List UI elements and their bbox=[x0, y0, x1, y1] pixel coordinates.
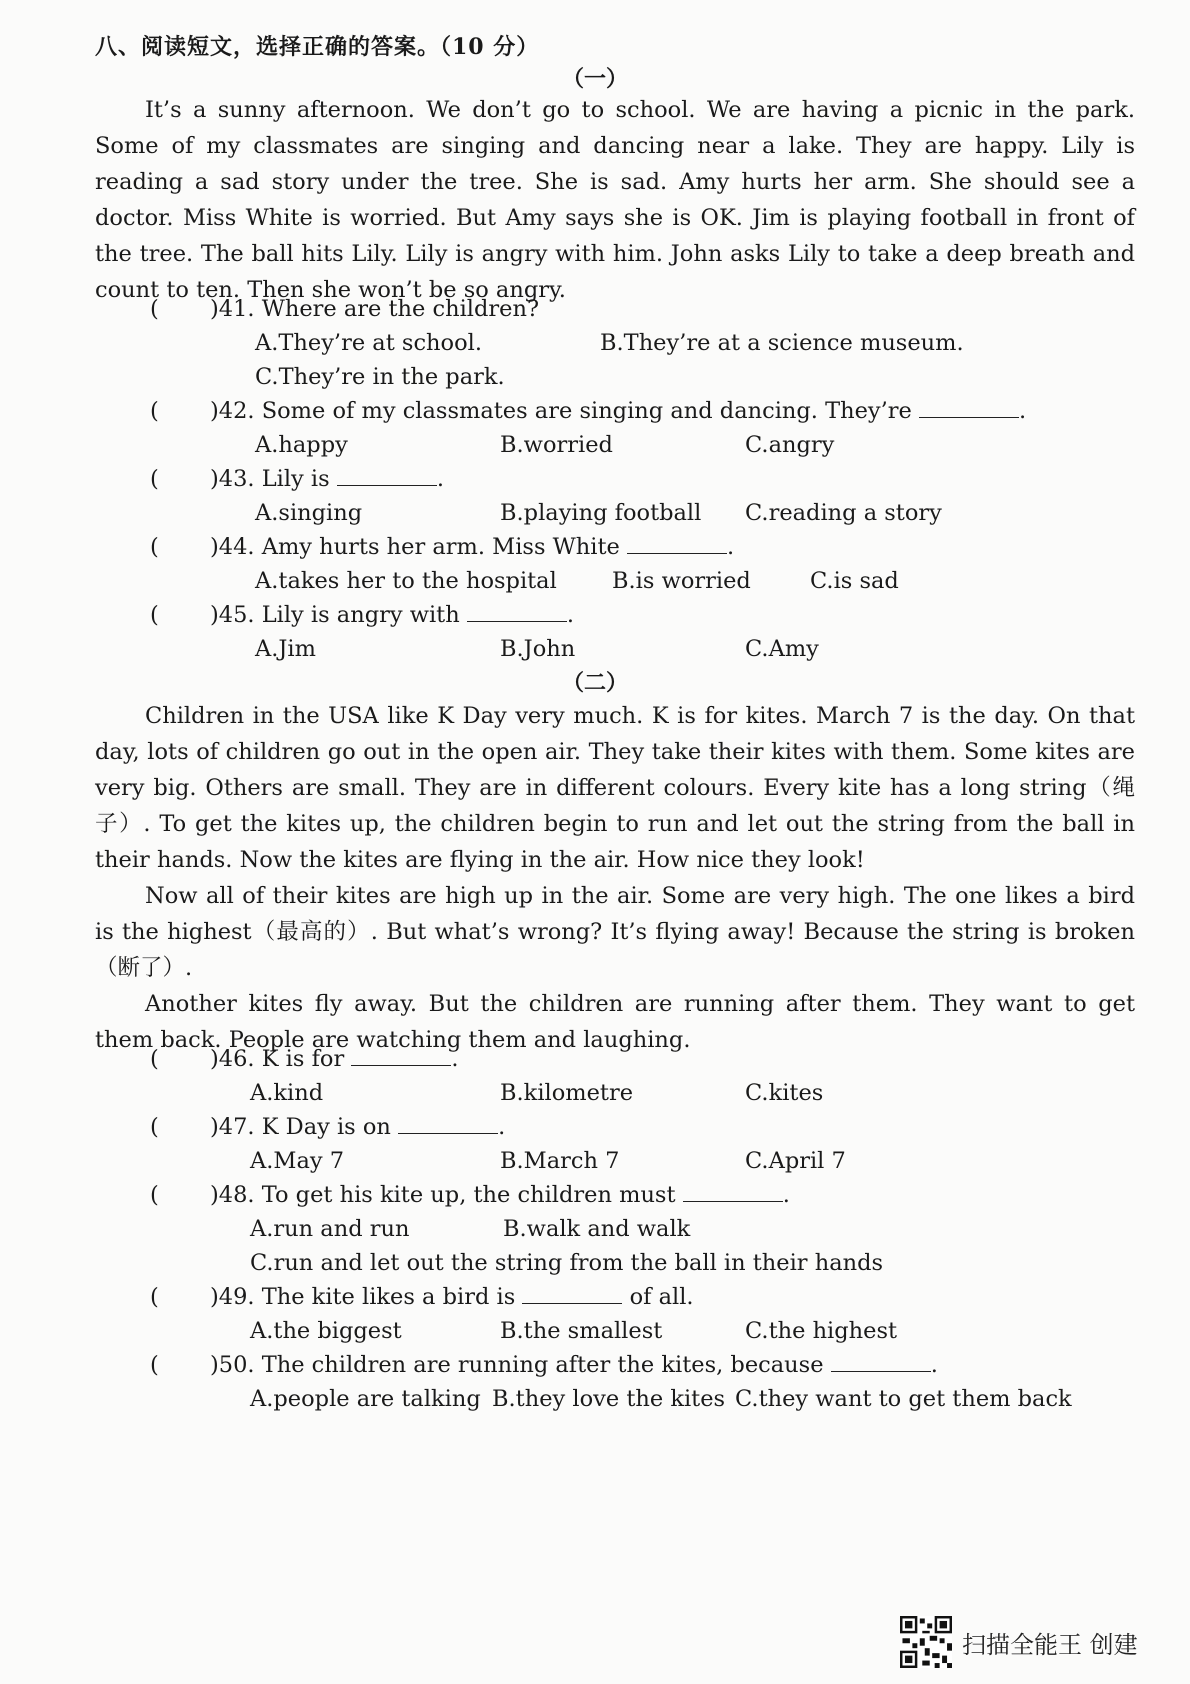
question-text: )46. K is for bbox=[210, 1046, 345, 1072]
answer-paren[interactable]: ( bbox=[150, 466, 159, 492]
option-a[interactable]: A.singing bbox=[255, 500, 363, 526]
part1-passage bbox=[95, 92, 1135, 308]
option-b[interactable]: B.the smallest bbox=[500, 1318, 663, 1344]
question-text: )44. Amy hurts her arm. Miss White bbox=[210, 534, 620, 560]
question-end: . bbox=[1019, 398, 1027, 424]
option-c[interactable]: C.kites bbox=[745, 1080, 824, 1106]
option-b[interactable]: B.they love the kites bbox=[492, 1386, 726, 1412]
option-a[interactable]: A.the biggest bbox=[250, 1318, 402, 1344]
option-c[interactable]: C.April 7 bbox=[745, 1148, 846, 1174]
question-text: )45. Lily is angry with bbox=[210, 602, 460, 628]
option-b[interactable]: B.John bbox=[500, 636, 576, 662]
question-end: . bbox=[782, 1182, 790, 1208]
option-b[interactable]: B.worried bbox=[500, 432, 613, 458]
part2-paragraph-1: Children in the USA like K Day very much. K is for kites. March 7 is the day. On that day, lots of children go out in the open air. They take their kites with them. Some kites are very big. Others are small. They are in different colours. Every kite has a long string（绳子）. To get the kites up, the children begin to run and let out the string from the ball in their hands. Now the kites are flying in the air. How nice they look! bbox=[95, 703, 1135, 873]
option-c[interactable]: C.they want to get them back bbox=[735, 1386, 1072, 1412]
question-text: )43. Lily is bbox=[210, 466, 330, 492]
question-text: )50. The children are running after the kites, because bbox=[210, 1352, 824, 1378]
option-a[interactable]: A.people are talking bbox=[250, 1386, 481, 1412]
option-c[interactable]: C.run and let out the string from the ball in their hands bbox=[250, 1250, 884, 1276]
part2-paragraph-2: Now all of their kites are high up in the air. Some are very high. The one likes a bird is the highest（最高的）. But what’s wrong? It’s flying away! Because the string is broken（断了）. bbox=[95, 883, 1135, 981]
part1-paragraph: It’s a sunny afternoon. We don’t go to school. We are having a picnic in the park. Some of my classmates are singing and dancing near a lake. They are happy. Lily is reading a sad story under the tree. She is sad. Amy hurts her arm. She should see a doctor. Miss White is worried. But Amy says she is OK. Jim is playing football in front of the tree. The ball hits Lily. Lily is angry with him. John asks Lily to take a deep breath and count to ten. Then she won’t be so angry. bbox=[95, 97, 1135, 303]
option-a[interactable]: A.May 7 bbox=[250, 1148, 345, 1174]
option-a[interactable]: A.They’re at school. bbox=[255, 330, 482, 356]
option-c[interactable]: C.reading a story bbox=[745, 500, 942, 526]
option-b[interactable]: B.kilometre bbox=[500, 1080, 634, 1106]
question-end: . bbox=[566, 602, 575, 628]
answer-paren[interactable]: ( bbox=[150, 1352, 159, 1378]
question-end: . bbox=[451, 1046, 459, 1072]
option-a[interactable]: A.run and run bbox=[250, 1216, 410, 1242]
question-text: )42. Some of my classmates are singing and dancing. They’re bbox=[210, 398, 912, 424]
question-text: )41. Where are the children? bbox=[210, 296, 540, 322]
question-end: . bbox=[726, 534, 735, 560]
option-c[interactable]: C.is sad bbox=[810, 568, 899, 594]
question-text: )48. To get his kite up, the children must bbox=[210, 1182, 676, 1208]
option-a[interactable]: A.kind bbox=[250, 1080, 324, 1106]
option-b[interactable]: B.walk and walk bbox=[503, 1216, 691, 1242]
answer-blank[interactable] bbox=[919, 395, 1019, 418]
answer-blank[interactable] bbox=[522, 1281, 622, 1304]
answer-paren[interactable]: ( bbox=[150, 296, 159, 322]
option-c[interactable]: C.the highest bbox=[745, 1318, 898, 1344]
answer-paren[interactable]: ( bbox=[150, 1182, 159, 1208]
question-end: . bbox=[436, 466, 444, 492]
answer-paren[interactable]: ( bbox=[150, 602, 159, 628]
question-end: . bbox=[930, 1352, 938, 1378]
question-text: )49. The kite likes a bird is bbox=[210, 1284, 516, 1310]
part2-paragraph-3: Another kites fly away. But the children are running after them. They want to get them back. People are watching them and laughing. bbox=[95, 991, 1135, 1053]
section-title: 八、阅读短文，选择正确的答案。（10 分） bbox=[95, 34, 540, 60]
part2-title: （二） bbox=[561, 670, 628, 696]
question-end: of all. bbox=[629, 1284, 694, 1310]
option-c[interactable]: C.Amy bbox=[745, 636, 819, 662]
answer-paren[interactable]: ( bbox=[150, 398, 159, 424]
question-end: . bbox=[498, 1114, 506, 1140]
answer-blank[interactable] bbox=[351, 1043, 451, 1066]
question-text: )47. K Day is on bbox=[210, 1114, 391, 1140]
answer-blank[interactable] bbox=[337, 463, 437, 486]
option-b[interactable]: B.playing football bbox=[500, 500, 702, 526]
option-a[interactable]: A.takes her to the hospital bbox=[255, 568, 557, 594]
option-a[interactable]: A.Jim bbox=[255, 636, 316, 662]
answer-blank[interactable] bbox=[627, 531, 727, 554]
scanner-watermark: 扫描全能王 创建 bbox=[962, 1631, 1138, 1659]
option-b[interactable]: B.They’re at a science museum. bbox=[600, 330, 964, 356]
part1-title: （一） bbox=[561, 66, 628, 92]
option-c[interactable]: C.angry bbox=[745, 432, 835, 458]
answer-paren[interactable]: ( bbox=[150, 1114, 159, 1140]
answer-blank[interactable] bbox=[467, 599, 567, 622]
qr-code-icon bbox=[900, 1616, 952, 1668]
answer-paren[interactable]: ( bbox=[150, 1284, 159, 1310]
answer-blank[interactable] bbox=[398, 1111, 498, 1134]
answer-blank[interactable] bbox=[831, 1349, 931, 1372]
part2-passage bbox=[95, 698, 1135, 1058]
option-b[interactable]: B.March 7 bbox=[500, 1148, 620, 1174]
answer-paren[interactable]: ( bbox=[150, 1046, 159, 1072]
option-a[interactable]: A.happy bbox=[255, 432, 348, 458]
answer-paren[interactable]: ( bbox=[150, 534, 159, 560]
option-b[interactable]: B.is worried bbox=[612, 568, 751, 594]
answer-blank[interactable] bbox=[683, 1179, 783, 1202]
option-c[interactable]: C.They’re in the park. bbox=[255, 364, 505, 390]
